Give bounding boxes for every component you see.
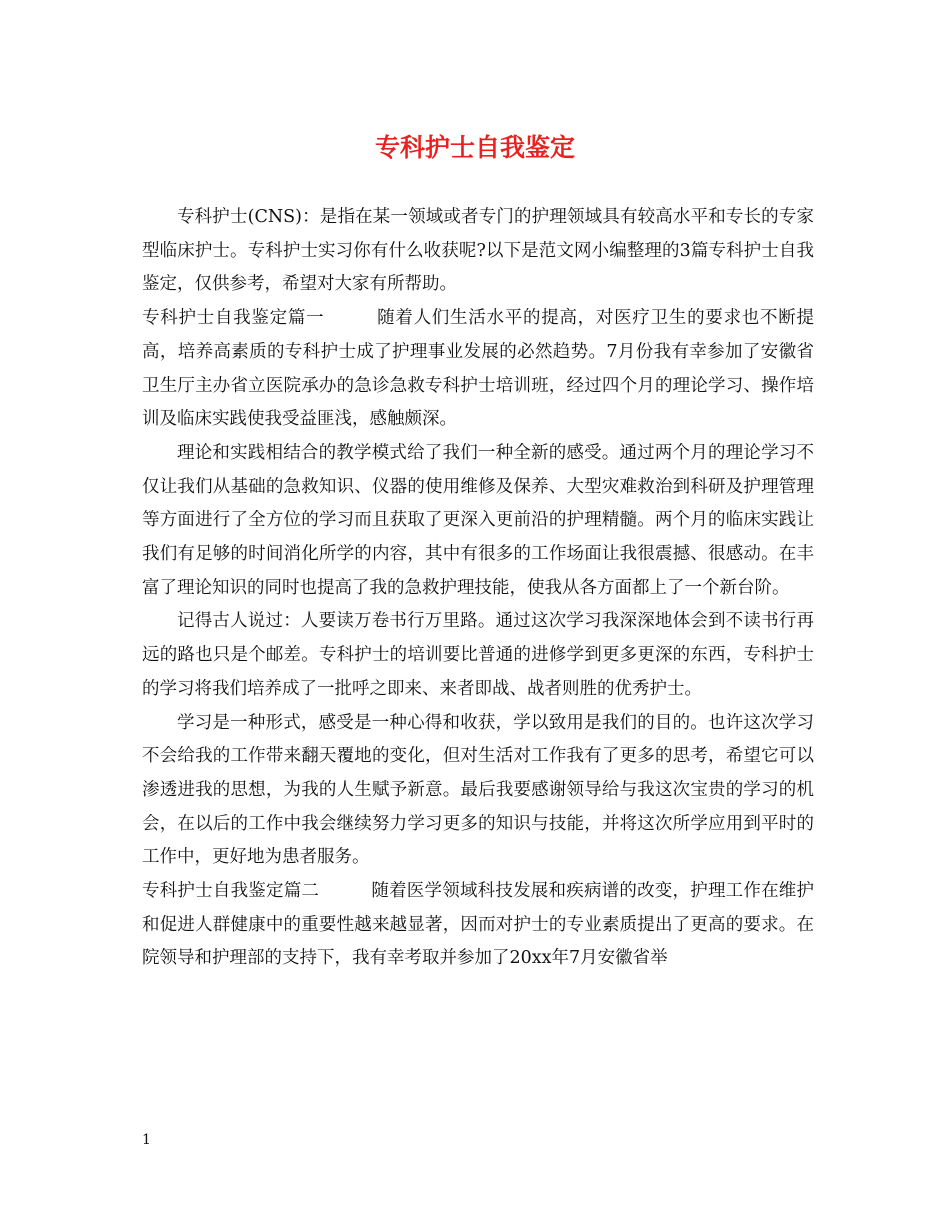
section-two-text: 随着医学领域科技发展和疾病谱的改变，护理工作在维护和促进人群健康中的重要性越来越显著，因而对护士的专业素质提出了更高的要求。在院领导和护理部的支持下，我有幸考取并参加了20xx年7月安徽省举 (142, 881, 815, 969)
document-title: 专科护士自我鉴定 (374, 133, 575, 162)
paragraph-section-one (142, 302, 814, 437)
section-heading-two: 专科护士自我鉴定篇二 (142, 881, 320, 902)
paragraph-learning-form: 学习是一种形式，感受是一种心得和收获，学以致用是我们的目的。也许这次学习不会给我的工作带来翻天覆地的变化，但对生活对工作我有了更多的思考，希望它可以渗透进我的思想，为我的人生赋予新意。最后我要感谢领导给与我这次宝贵的学习的机会，在以后的工作中我会继续努力学习更多的知识与技能，并将这次所学应用到平时的工作中，更好地为患者服务。 (142, 712, 814, 868)
paragraph-teaching-mode: 理论和实践相结合的教学模式给了我们一种全新的感受。通过两个月的理论学习不仅让我们从基础的急救知识、仪器的使用维修及保养、大型灾难救治到科研及护理管理等方面进行了全方位的学习而且获取了更深入更前沿的护理精髓。两个月的临床实践让我们有足够的时间消化所学的内容，其中有很多的工作场面让我很震撼、很感动。在丰富了理论知识的同时也提高了我的急救护理技能，使我从各方面都上了一个新台阶。 (142, 442, 814, 598)
section-heading-one: 专科护士自我鉴定篇一 (142, 308, 325, 329)
document-body (142, 201, 814, 976)
page-number: 1 (142, 1132, 151, 1148)
paragraph-intro: 专科护士(CNS)：是指在某一领域或者专门的护理领域具有较高水平和专长的专家型临床护士。专科护士实习你有什么收获呢?以下是范文网小编整理的3篇专科护士自我鉴定，仅供参考，希望对大家有所帮助。 (142, 207, 814, 295)
section-one-text: 随着人们生活水平的提高，对医疗卫生的要求也不断提高，培养高素质的专科护士成了护理事业发展的必然趋势。7月份我有幸参加了安徽省卫生厅主办省立医院承办的急诊急救专科护士培训班，经过四个月的理论学习、操作培训及临床实践使我受益匪浅，感触颇深。 (142, 308, 815, 430)
paragraph-section-two (142, 875, 814, 976)
paragraph-ancient-saying: 记得古人说过：人要读万卷书行万里路。通过这次学习我深深地体会到不读书行再远的路也只是个邮差。专科护士的培训要比普通的进修学到更多更深的东西，专科护士的学习将我们培养成了一批呼之即来、来者即战、战者则胜的优秀护士。 (142, 611, 814, 699)
